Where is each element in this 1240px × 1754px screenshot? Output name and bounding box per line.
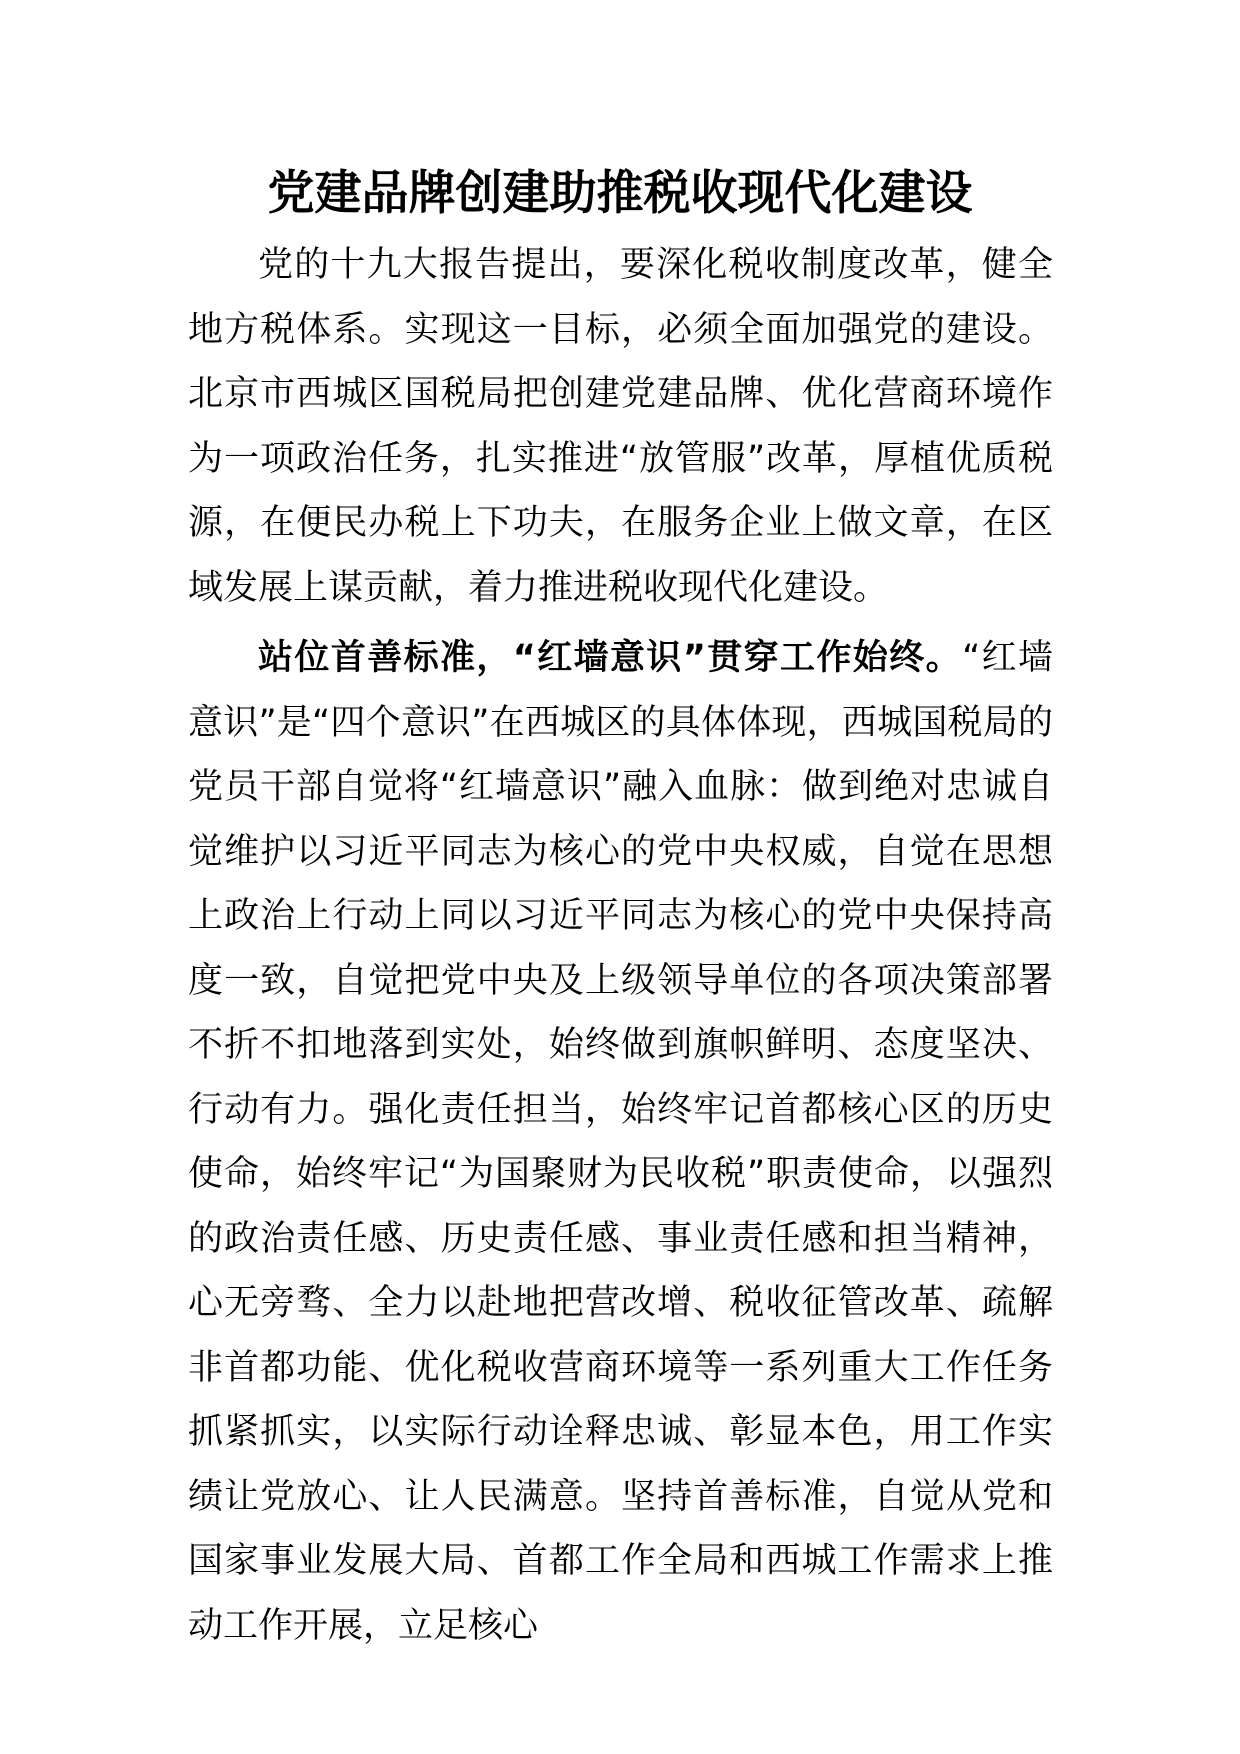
document-title: 党建品牌创建助推税收现代化建设 [267, 166, 973, 221]
paragraph-text: 党的十九大报告提出，要深化税收制度改革，健全地方税体系。实现这一目标，必须全面加强党的建设。北京市西城区国税局把创建党建品牌、优化营商环境作为一项政治任务，扎实推进“放管服”改革，厚植优质税源，在便民办税上下功夫，在服务企业上做文章，在区域发展上谋贡献，着力推进税收现代化建设。 [188, 245, 1053, 608]
paragraph-lead-heading: 站位首善标准，“红墙意识”贯穿工作始终。 [258, 638, 963, 678]
paragraph-red-wall [188, 626, 1053, 1658]
paragraph-text: “红墙意识”是“四个意识”在西城区的具体体现，西城国税局的党员干部自觉将“红墙意识”融入血脉：做到绝对忠诚自觉维护以习近平同志为核心的党中央权威，自觉在思想上政治上行动上同以习近平同志为核心的党中央保持高度一致，自觉把党中央及上级领导单位的各项决策部署不折不扣地落到实处，始终做到旗帜鲜明、态度坚决、行动有力。强化责任担当，始终牢记首都核心区的历史使命，始终牢记“为国聚财为民收税”职责使命，以强烈的政治责任感、历史责任感、事业责任感和担当精神，心无旁骛、全力以赴地把营改增、税收征管改革、疏解非首都功能、优化税收营商环境等一系列重大工作任务抓紧抓实，以实际行动诠释忠诚、彰显本色，用工作实绩让党放心、让人民满意。坚持首善标准，自觉从党和国家事业发展大局、首都工作全局和西城工作需求上推动工作开展，立足核心 [188, 638, 1053, 1646]
document-body [188, 233, 1053, 1658]
paragraph-intro [188, 233, 1053, 620]
